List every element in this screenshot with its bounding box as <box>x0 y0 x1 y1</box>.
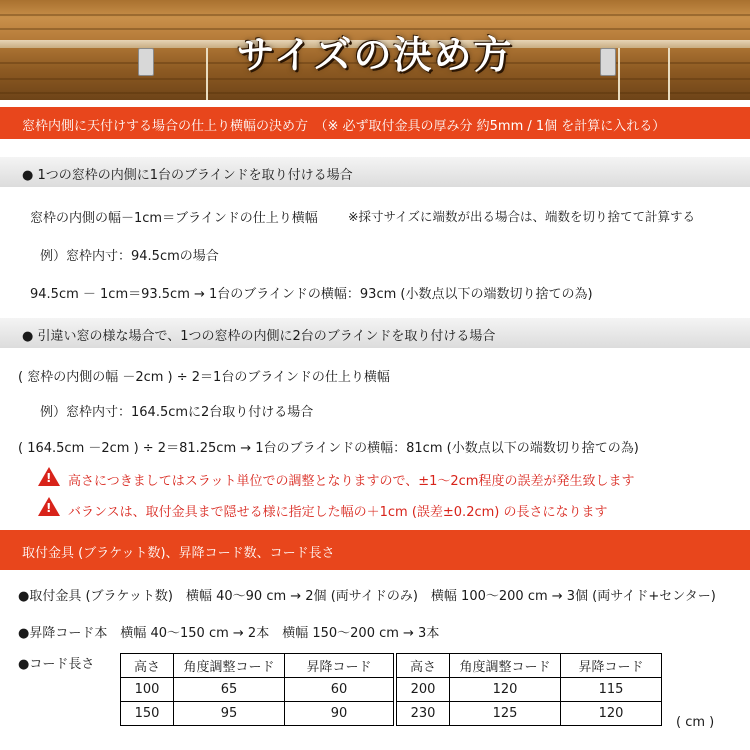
table-header: 高さ <box>397 654 450 678</box>
table-header: 角度調整コード <box>450 654 561 678</box>
section-heading-parts: 取付金具 (ブラケット数)、昇降コード数、コード長さ <box>0 530 750 570</box>
header-banner <box>0 0 750 100</box>
case2-formula: ( 窓枠の内側の幅 －2cm ) ÷ 2＝1台のブラインドの仕上り横幅 <box>18 370 390 385</box>
case2-example: 例）窓枠内寸：164.5cmに2台取り付ける場合 <box>40 405 314 420</box>
cord-length-label: ●コード長さ <box>18 657 95 672</box>
table-cell: 120 <box>450 678 561 702</box>
page-title: サイズの決め方 <box>236 33 514 77</box>
table-header: 高さ <box>121 654 174 678</box>
table-header: 昇降コード <box>285 654 394 678</box>
table-cell: 200 <box>397 678 450 702</box>
table-cell: 90 <box>285 702 394 726</box>
table-row <box>121 678 662 702</box>
cord-length-table <box>120 653 662 726</box>
table-row <box>121 702 662 726</box>
table-header: 昇降コード <box>561 654 662 678</box>
table-cell: 60 <box>285 678 394 702</box>
table-cell: 125 <box>450 702 561 726</box>
warning-valance: バランスは、取付金具まで隠せる様に指定した幅の＋1cm (誤差±0.2cm) の長さになります <box>68 505 608 520</box>
case1-example: 例）窓枠内寸：94.5cmの場合 <box>40 249 219 264</box>
table-cell: 120 <box>561 702 662 726</box>
table-cell: 115 <box>561 678 662 702</box>
table-header-row <box>121 654 662 678</box>
table-cell: 150 <box>121 702 174 726</box>
section-heading-width: 窓枠内側に天付けする場合の仕上り横幅の決め方 （※ 必ず取付金具の厚み分 約5mm / 1個 を計算に入れる） <box>0 107 750 139</box>
bracket-count: ●取付金具 (ブラケット数) 横幅 40～90 cm → 2個 (両サイドのみ) 横幅 100～200 cm → 3個 (両サイド+センター) <box>18 589 716 604</box>
table-cell: 100 <box>121 678 174 702</box>
table-header: 角度調整コード <box>174 654 285 678</box>
case1-calc: 94.5cm － 1cm＝93.5cm → 1台のブラインドの横幅：93cm (小数点以下の端数切り捨ての為) <box>30 287 593 302</box>
case2-calc: ( 164.5cm －2cm ) ÷ 2＝81.25cm → 1台のブラインドの横幅：81cm (小数点以下の端数切り捨ての為) <box>18 441 639 456</box>
warning-icon: ! <box>38 497 60 516</box>
case1-formula: 窓枠の内側の幅－1cm＝ブラインドの仕上り横幅 <box>30 211 318 226</box>
case1-heading: ● 1つの窓枠の内側に1台のブラインドを取り付ける場合 <box>0 157 750 187</box>
cord-count: ●昇降コード本 横幅 40～150 cm → 2本 横幅 150～200 cm → 3本 <box>18 626 440 641</box>
table-cell: 65 <box>174 678 285 702</box>
case2-heading: ● 引違い窓の様な場合で、1つの窓枠の内側に2台のブラインドを取り付ける場合 <box>0 318 750 348</box>
case1-note: ※採寸サイズに端数が出る場合は、端数を切り捨てて計算する <box>348 209 695 224</box>
table-cell: 230 <box>397 702 450 726</box>
unit-label: ( cm ) <box>676 715 715 730</box>
table-cell: 95 <box>174 702 285 726</box>
warning-height: 高さにつきましてはスラット単位での調整となりますので、±1～2cm程度の誤差が発生致します <box>68 474 635 489</box>
warning-icon: ! <box>38 467 60 486</box>
